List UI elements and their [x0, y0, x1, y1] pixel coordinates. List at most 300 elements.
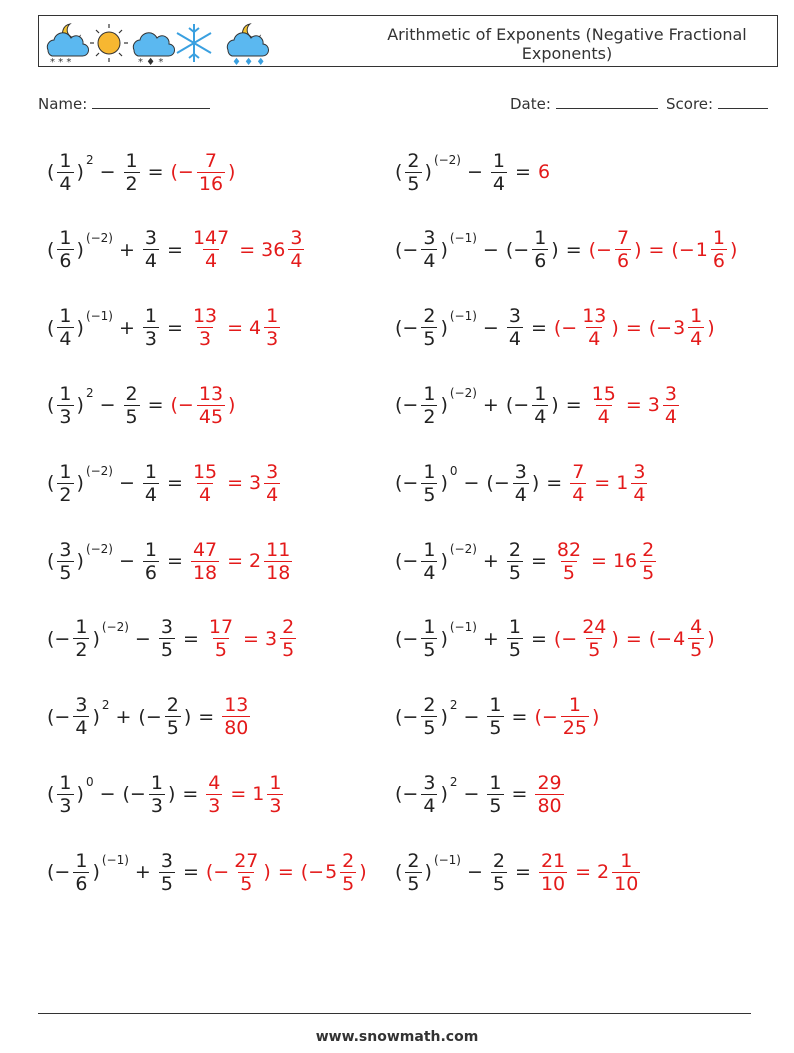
paren-text: ) — [440, 394, 448, 417]
operator: = — [147, 394, 164, 417]
exponent: 2 — [101, 697, 110, 712]
numerator: 1 — [489, 694, 502, 717]
fraction — [487, 772, 503, 817]
denominator: 4 — [198, 483, 212, 506]
numerator: 1 — [144, 460, 158, 483]
operator: − — [482, 316, 499, 339]
fraction — [580, 616, 608, 661]
fraction — [57, 150, 73, 195]
exponent: 0 — [85, 775, 94, 790]
numerator: 3 — [75, 694, 88, 717]
denominator: 4 — [59, 172, 72, 195]
numerator: 3 — [508, 305, 521, 328]
fraction-part — [711, 227, 727, 272]
denominator: 3 — [198, 328, 212, 351]
answer — [553, 539, 658, 584]
numerator: 1 — [534, 382, 547, 405]
answer — [588, 227, 739, 272]
denominator: 5 — [240, 872, 253, 895]
fraction — [421, 305, 437, 350]
whole-part: 1 — [695, 238, 708, 261]
operator: = — [565, 238, 582, 261]
operator: = — [546, 472, 563, 495]
answer — [588, 383, 681, 428]
paren-text: (− — [588, 238, 612, 261]
paren-text: (− — [47, 705, 71, 728]
paren-text: (− — [47, 861, 71, 884]
whole-part: 3 — [249, 472, 262, 495]
numerator: 1 — [423, 616, 436, 639]
numerator: 82 — [556, 538, 582, 561]
operator: = — [243, 627, 259, 650]
denominator: 6 — [534, 250, 547, 273]
operator: = — [198, 705, 215, 728]
paren-text: ) — [76, 238, 84, 261]
paren-text: ) — [440, 472, 448, 495]
exponent: 2 — [85, 386, 94, 401]
cloud-moon-icon — [47, 24, 88, 66]
numerator: 17 — [208, 616, 234, 639]
fraction — [421, 461, 437, 506]
paren-text: (− — [505, 238, 530, 261]
operator: − — [463, 472, 480, 495]
fraction — [421, 694, 437, 739]
fraction-part — [264, 539, 292, 584]
fraction-part — [264, 305, 280, 350]
problem-20 — [394, 842, 642, 902]
fraction — [57, 383, 73, 428]
paren-text: ) — [634, 238, 642, 261]
fraction-part — [688, 616, 704, 661]
whole-part: 1 — [252, 783, 265, 806]
exponent: (−1) — [449, 230, 477, 245]
numerator: 3 — [144, 227, 158, 250]
paren-text: (− — [395, 472, 419, 495]
operator: = — [167, 550, 183, 572]
paren-text: ) — [76, 316, 84, 339]
mixed-number — [261, 227, 306, 272]
paren-text: (− — [395, 238, 419, 261]
numerator: 147 — [192, 227, 230, 250]
fraction — [191, 305, 219, 350]
worksheet-header — [38, 15, 778, 67]
operator: = — [511, 783, 528, 806]
paren-text: (− — [47, 627, 71, 650]
paren-text: ) — [611, 627, 619, 650]
name-field[interactable] — [38, 93, 210, 113]
fraction-part — [663, 383, 679, 428]
denominator: 5 — [214, 639, 227, 662]
whole-part: 3 — [673, 316, 686, 339]
denominator: 10 — [614, 872, 639, 895]
fraction — [191, 461, 219, 506]
numerator: 1 — [508, 616, 521, 639]
denominator: 5 — [423, 328, 436, 351]
numerator: 1 — [144, 538, 158, 561]
operator: = — [167, 316, 183, 339]
fraction — [421, 227, 437, 272]
denominator: 4 — [572, 483, 585, 506]
operator: = — [575, 861, 592, 884]
name-label: Name: — [38, 95, 88, 113]
denominator: 4 — [534, 405, 547, 428]
fraction — [73, 694, 89, 739]
paren-text: ) — [359, 861, 367, 884]
fraction-part — [631, 461, 647, 506]
numerator: 1 — [423, 382, 436, 405]
paren-text: (− — [505, 394, 530, 417]
denominator: 5 — [423, 483, 436, 506]
paren-text: (− — [395, 394, 419, 417]
date-blank[interactable] — [556, 93, 658, 109]
denominator: 4 — [664, 405, 677, 428]
fraction — [143, 539, 159, 584]
numerator: 3 — [290, 227, 303, 250]
paren-text: (− — [395, 705, 419, 728]
fraction — [535, 772, 563, 817]
numerator: 13 — [582, 305, 607, 328]
numerator: 1 — [59, 149, 72, 172]
paren-text: ) — [440, 238, 448, 261]
numerator: 2 — [508, 538, 521, 561]
answer — [189, 539, 294, 584]
numerator: 3 — [664, 382, 677, 405]
numerator: 2 — [492, 849, 506, 872]
denominator: 5 — [588, 639, 601, 662]
denominator: 3 — [150, 794, 163, 817]
paren-text: ) — [531, 472, 540, 495]
numerator: 21 — [540, 849, 566, 872]
fraction — [507, 305, 523, 350]
numerator: 1 — [269, 771, 282, 794]
sun-icon — [90, 24, 128, 62]
exponent: (−2) — [101, 619, 129, 634]
paren-text: ) — [551, 238, 559, 261]
numerator: 1 — [690, 305, 703, 328]
operator: = — [594, 472, 611, 495]
paren-text: (− — [395, 627, 419, 650]
operator: − — [99, 783, 116, 806]
operator: + — [134, 861, 151, 884]
cloud-rain-moon-icon — [227, 24, 268, 66]
problem-5 — [46, 298, 282, 358]
fraction — [159, 850, 175, 895]
fraction — [206, 772, 222, 817]
operator: = — [167, 238, 183, 261]
paren-text: (− — [395, 783, 419, 806]
paren-text: ( — [47, 550, 55, 572]
paren-text: ( — [395, 161, 403, 183]
footer-divider — [38, 1013, 751, 1014]
operator: = — [625, 627, 642, 650]
paren-text: ( — [47, 472, 55, 495]
paren-text: (− — [395, 316, 419, 339]
numerator: 3 — [59, 538, 72, 561]
paren-text: ) — [611, 316, 619, 339]
denominator: 5 — [562, 561, 575, 584]
denominator: 5 — [508, 639, 521, 662]
paren-text: (− — [648, 627, 673, 650]
numerator: 2 — [166, 694, 179, 717]
problem-10 — [394, 453, 649, 513]
answer — [205, 850, 368, 895]
fraction — [421, 772, 437, 817]
numerator: 29 — [537, 771, 562, 794]
fraction — [73, 850, 89, 895]
denominator: 5 — [489, 794, 502, 817]
answer — [568, 461, 649, 506]
problem-4 — [394, 220, 738, 280]
denominator: 3 — [208, 794, 221, 817]
operator: = — [227, 316, 244, 339]
paren-text: ( — [47, 161, 55, 183]
operator: = — [147, 161, 164, 183]
score-blank[interactable] — [718, 93, 768, 109]
numerator: 2 — [642, 538, 655, 561]
denominator: 6 — [75, 872, 88, 895]
denominator: 3 — [269, 794, 282, 817]
numerator: 1 — [492, 149, 506, 172]
operator: − — [119, 472, 135, 495]
fraction — [615, 227, 631, 272]
numerator: 15 — [591, 382, 616, 405]
mixed-number — [597, 850, 642, 895]
paren-text: (− — [553, 316, 578, 339]
fraction — [421, 539, 437, 584]
operator: = — [182, 627, 199, 650]
svg-text:* ♦ *: * ♦ * — [138, 57, 164, 66]
whole-part: 4 — [249, 316, 262, 339]
mixed-number — [249, 305, 282, 350]
numerator: 4 — [690, 616, 703, 639]
answer — [533, 694, 600, 739]
whole-part: 36 — [261, 238, 286, 261]
numerator: 7 — [572, 460, 585, 483]
denominator: 80 — [537, 794, 562, 817]
cloud-snow-icon — [133, 33, 174, 66]
paren-text: (− — [486, 472, 510, 495]
paren-text: ) — [424, 861, 432, 884]
mixed-number — [613, 539, 658, 584]
numerator: 1 — [266, 305, 279, 328]
paren-text: ( — [395, 861, 403, 884]
fraction — [222, 694, 250, 739]
fraction-part — [640, 539, 656, 584]
denominator: 5 — [59, 561, 72, 584]
numerator: 15 — [192, 460, 218, 483]
paren-text: (− — [170, 394, 194, 417]
exponent: 0 — [449, 464, 458, 479]
paren-text: (− — [671, 238, 695, 261]
score-label: Score: — [666, 95, 714, 113]
answer — [170, 150, 237, 195]
numerator: 1 — [423, 538, 436, 561]
fraction — [197, 150, 225, 195]
answer — [205, 616, 298, 661]
exponent: 2 — [449, 775, 458, 790]
paren-text: 6 — [537, 161, 551, 183]
denominator: 45 — [198, 405, 224, 428]
denominator: 5 — [342, 872, 355, 895]
operator: = — [239, 238, 256, 261]
numerator: 3 — [160, 616, 173, 639]
fraction — [580, 305, 608, 350]
operator: = — [182, 861, 199, 884]
fraction — [197, 383, 225, 428]
exponent: (−2) — [449, 386, 477, 401]
fraction-part — [688, 305, 704, 350]
fraction — [159, 616, 175, 661]
fraction — [232, 850, 260, 895]
fraction — [491, 150, 507, 195]
fraction — [57, 305, 73, 350]
operator: = — [167, 472, 183, 495]
whole-part: 16 — [612, 550, 638, 572]
numerator: 3 — [266, 460, 279, 483]
denominator: 5 — [282, 639, 295, 662]
paren-text: (− — [170, 161, 194, 183]
mixed-number — [325, 850, 358, 895]
numerator: 3 — [423, 771, 436, 794]
fraction — [405, 150, 421, 195]
fraction — [57, 227, 73, 272]
fraction — [421, 616, 437, 661]
fraction — [143, 461, 159, 506]
numerator: 1 — [75, 616, 88, 639]
fraction-part — [264, 461, 280, 506]
numerator: 27 — [234, 849, 259, 872]
weather-icons-strip — [42, 18, 272, 66]
problem-3 — [46, 220, 306, 280]
numerator: 11 — [266, 538, 291, 561]
answer — [533, 772, 565, 817]
numerator: 1 — [712, 227, 725, 250]
denominator: 4 — [205, 250, 218, 273]
paren-text: (− — [534, 705, 558, 728]
paren-text: ) — [440, 627, 448, 650]
whole-part: 3 — [647, 394, 660, 417]
problem-13 — [46, 609, 298, 669]
denominator: 4 — [514, 483, 527, 506]
fraction — [143, 305, 159, 350]
problem-8 — [394, 375, 681, 435]
paren-text: ) — [424, 161, 432, 183]
fraction-part — [340, 850, 356, 895]
fraction — [191, 227, 231, 272]
denominator: 4 — [492, 172, 506, 195]
numerator: 3 — [633, 460, 646, 483]
fraction — [487, 694, 503, 739]
numerator: 7 — [616, 227, 630, 250]
mixed-number — [696, 227, 729, 272]
denominator: 5 — [642, 561, 655, 584]
operator: = — [182, 783, 199, 806]
denominator: 5 — [492, 872, 506, 895]
fraction — [590, 383, 618, 428]
denominator: 4 — [508, 328, 521, 351]
denominator: 5 — [690, 639, 703, 662]
answer — [189, 227, 306, 272]
paren-text: (− — [553, 627, 578, 650]
denominator: 2 — [59, 483, 72, 506]
exponent: (−2) — [85, 464, 113, 479]
numerator: 2 — [407, 849, 420, 872]
operator: − — [482, 238, 499, 261]
operator: = — [515, 161, 531, 183]
operator: = — [511, 705, 528, 728]
paren-text: ) — [76, 550, 84, 572]
exponent: (−1) — [85, 308, 113, 323]
problem-11 — [46, 531, 294, 591]
operator: − — [463, 705, 480, 728]
numerator: 2 — [342, 849, 355, 872]
denominator: 4 — [690, 328, 703, 351]
whole-part: 5 — [325, 861, 338, 884]
numerator: 1 — [59, 382, 72, 405]
numerator: 13 — [198, 382, 224, 405]
exponent: (−1) — [449, 308, 477, 323]
name-blank[interactable] — [92, 93, 210, 109]
denominator: 4 — [144, 483, 158, 506]
denominator: 80 — [224, 717, 249, 740]
denominator: 2 — [75, 639, 88, 662]
denominator: 5 — [508, 561, 521, 584]
operator: = — [227, 550, 244, 572]
operator: = — [591, 550, 607, 572]
numerator: 1 — [489, 771, 502, 794]
exponent: (−2) — [449, 542, 477, 556]
fraction-part — [612, 850, 640, 895]
denominator: 2 — [125, 172, 138, 195]
problem-9 — [46, 453, 282, 513]
operator: − — [134, 627, 151, 650]
denominator: 3 — [59, 405, 72, 428]
paren-text: ( — [47, 238, 55, 261]
paren-text: (− — [395, 550, 419, 572]
fraction — [532, 227, 548, 272]
paren-text: ) — [228, 161, 236, 183]
denominator: 5 — [407, 872, 420, 895]
fraction — [149, 772, 165, 817]
score-field[interactable] — [666, 93, 768, 113]
fraction — [124, 150, 140, 195]
denominator: 5 — [489, 717, 502, 740]
denominator: 4 — [633, 483, 646, 506]
exponent: 2 — [85, 153, 94, 167]
denominator: 5 — [407, 172, 420, 195]
fraction — [532, 383, 548, 428]
exponent: (−1) — [433, 853, 461, 868]
operator: + — [482, 627, 499, 650]
denominator: 5 — [423, 639, 436, 662]
operator: = — [530, 316, 547, 339]
denominator: 4 — [266, 483, 279, 506]
answer — [220, 694, 252, 739]
fraction — [73, 616, 89, 661]
paren-text: ) — [92, 627, 100, 650]
exponent: (−2) — [433, 153, 461, 167]
denominator: 3 — [266, 328, 279, 351]
numerator: 13 — [192, 305, 218, 328]
numerator: 1 — [75, 849, 88, 872]
problem-16 — [394, 687, 600, 747]
date-field[interactable] — [510, 93, 658, 113]
denominator: 4 — [597, 405, 610, 428]
operator: = — [648, 238, 665, 261]
operator: − — [99, 161, 116, 183]
exponent: (−1) — [101, 853, 129, 868]
operator: − — [119, 550, 135, 572]
